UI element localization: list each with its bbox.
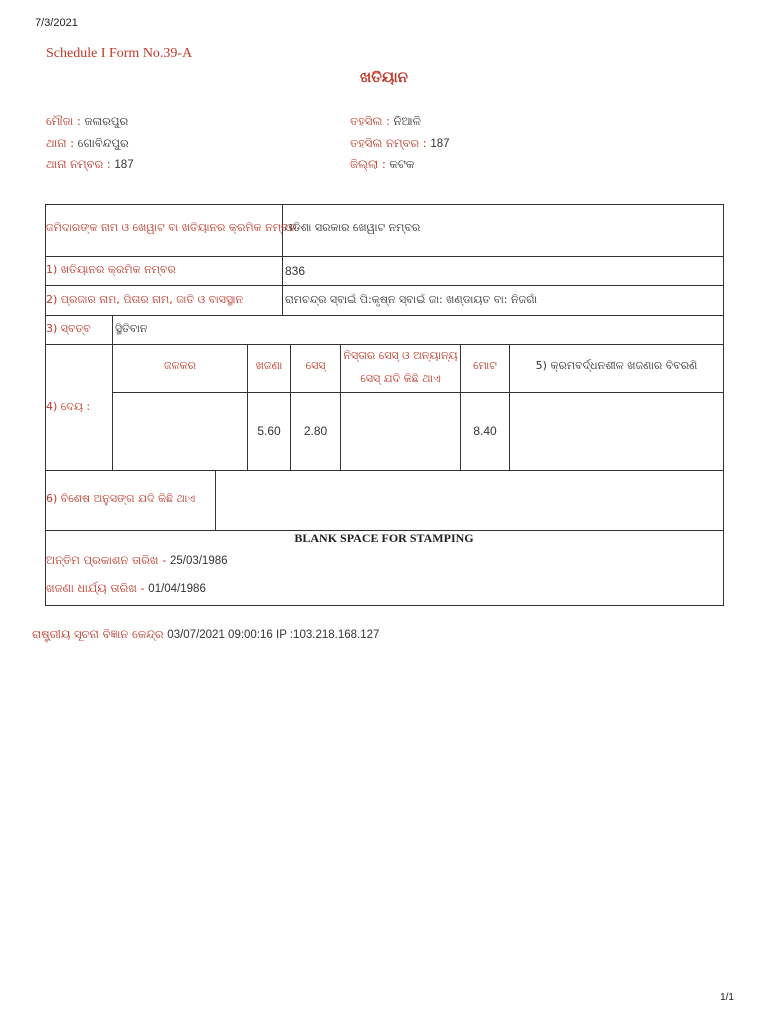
khajana-value: 5.60 [257, 424, 281, 438]
mouza-value: ଜଳାରପୁର [84, 114, 129, 128]
tax-date-label: ଖଜଣା ଧାର୍ଯ୍ୟ ତାରିଖ - [46, 581, 145, 595]
mouza-line [46, 114, 128, 129]
footer-nic-label: ରାଷ୍ଟ୍ରୀୟ ସୂଚନା ବିଜ୍ଞାନ କେନ୍ଦ୍ର [32, 627, 164, 641]
col-progressive-header: 5) କ୍ରମବର୍ଦ୍ଧନଶୀଳ ଖଜଣାର ବିବରଣି [535, 359, 698, 372]
district-label: ଜିଲ୍ଲା : [350, 157, 386, 171]
thana-label: ଥାନା : [46, 136, 74, 150]
tahasil-number-label: ତହସିଲ ନମ୍ବର : [350, 136, 427, 150]
tahasil-value: ନିଆଳି [393, 114, 421, 128]
col-total-header: ମୋଟ [473, 359, 497, 372]
row-divider [45, 344, 723, 345]
mouza-label: ମୌଜା : [46, 114, 81, 128]
col-other-cess-header-line2: ସେସ୍ ଯଦି କିଛି ଥାଏ [360, 372, 441, 385]
right-value: ସ୍ଥିତିବାନ [115, 322, 148, 335]
col-khajana-header: ଖଜଣା [255, 359, 283, 372]
final-publication-date: 25/03/1986 [169, 555, 228, 567]
page-title: ଖତିୟାନ [359, 68, 409, 86]
khatiyan-number-value: 836 [285, 264, 306, 278]
row-divider [45, 315, 723, 316]
thana-number-value: 187 [114, 159, 134, 171]
footer-nic-line [32, 627, 379, 642]
special-remarks-label: 6) ବିଶେଷ ଅନୁସଙ୍ଗ ଯଦି କିଛି ଥାଏ [46, 492, 196, 505]
tahasil-line [350, 114, 421, 129]
district-line [350, 157, 414, 172]
dues-label: 4) ଦେୟ : [46, 400, 91, 413]
col-cess-header: ସେସ୍ [305, 359, 326, 372]
cess-value: 2.80 [303, 424, 328, 438]
form-number: Schedule I Form No.39-A [46, 46, 193, 61]
footer-timestamp-ip: 03/07/2021 09:00:16 IP :103.218.168.127 [167, 629, 380, 641]
zamindar-value: ଓଡିଶା ସରକାର ଖେୱାଟ ନମ୍ବର [285, 221, 421, 234]
thana-value: ଗୋବିନ୍ଦପୁର [77, 136, 129, 150]
thana-number-label: ଥାନା ନମ୍ବର : [46, 157, 111, 171]
final-publication-label: ଅନ୍ତିମ ପ୍ରକାଶନ ତାରିଖ - [46, 553, 167, 567]
row-divider [112, 392, 723, 393]
page-number: 1/1 [720, 992, 734, 1003]
row-divider [45, 285, 723, 286]
khatiyan-number-label: 1) ଖତିୟାନର କ୍ରମିକ ନମ୍ବର [46, 263, 176, 276]
tax-date-value: 01/04/1986 [148, 583, 206, 595]
tahasil-number-value: 187 [430, 138, 450, 150]
tenant-label: 2) ପ୍ରଜାର ନାମ, ପିତାର ନାମ, ଜାତି ଓ ବାସସ୍ଥାନ [46, 293, 244, 306]
thana-line [46, 136, 129, 151]
zamindar-label: ଜମିଦାରଙ୍କ ନାମ ଓ ଖେୱାଟ ବା ଖତିୟାନର କ୍ରମିକ ନମ୍ବର [46, 221, 297, 234]
right-label: 3) ସ୍ବତ୍ବ [46, 322, 91, 335]
tahasil-number-line [350, 136, 450, 151]
row-divider [45, 256, 723, 257]
print-date: 7/3/2021 [35, 17, 78, 29]
tenant-value: ରାମଚନ୍ଦ୍ର ସ୍ବାଇଁ ପି:କୃଷ୍ନ ସ୍ବାଇଁ ଜା: ଖଣ୍ଡାୟତ ବା: ନିଜଗାଁ [285, 293, 538, 306]
thana-number-line [46, 157, 134, 172]
col-divider [112, 315, 113, 470]
row-divider [45, 470, 723, 471]
tax-date-line [46, 581, 206, 596]
tahasil-label: ତହସିଲ : [350, 114, 390, 128]
final-publication-line [46, 553, 228, 568]
col-jalkar-header: ଜଳକର [163, 359, 196, 372]
total-value: 8.40 [473, 424, 497, 438]
col-other-cess-header-line1: ନିସ୍ତାର ସେସ୍ ଓ ଅନ୍ୟାନ୍ୟ [343, 349, 458, 362]
col-divider [215, 470, 216, 530]
stamping-space-label: BLANK SPACE FOR STAMPING [294, 531, 474, 545]
district-value: କଟକ [389, 157, 415, 171]
